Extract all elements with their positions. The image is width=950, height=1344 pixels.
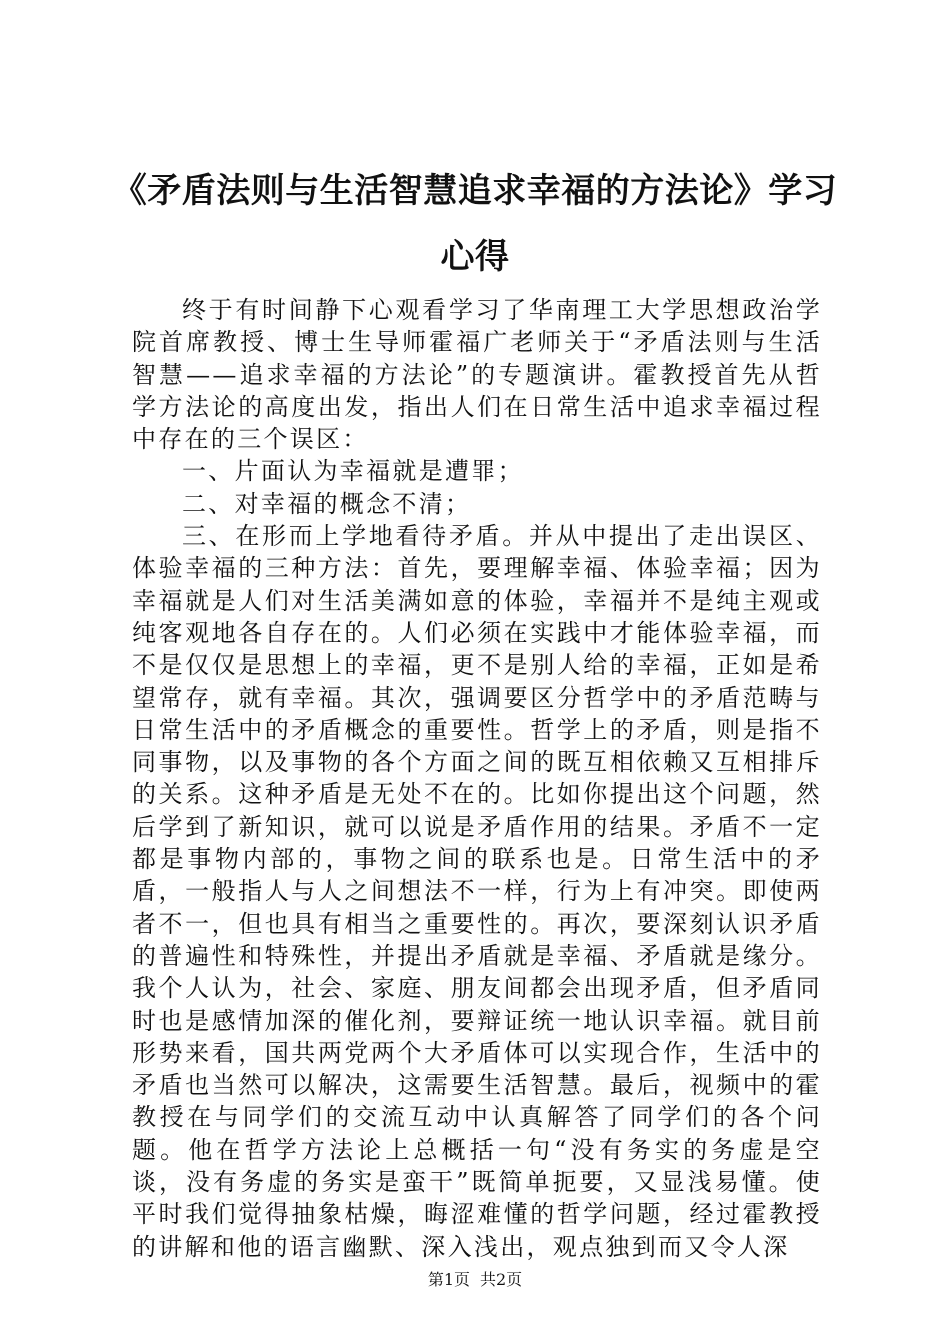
document-title: 《矛盾法则与生活智慧追求幸福的方法论》学习心得 — [112, 171, 838, 277]
page-footer — [0, 1270, 950, 1290]
document-body — [132, 294, 822, 1263]
page-number-total: 共2页 — [480, 1270, 523, 1289]
paragraph-intro: 终于有时间静下心观看学习了华南理工大学思想政治学院首席教授、博士生导师霍福广老师关于“矛盾法则与生活智慧——追求幸福的方法论”的专题演讲。霍教授首先从哲学方法论的高度出发，指出人们在日常生活中追求幸福过程中存在的三个误区： — [132, 296, 822, 454]
paragraph-item-2: 二、对幸福的概念不清； — [182, 489, 472, 518]
paragraph-item-3: 三、在形而上学地看待矛盾。并从中提出了走出误区、体验幸福的三种方法：首先，要理解幸福、体验幸福；因为幸福就是人们对生活美满如意的体验，幸福并不是纯主观或纯客观地各自存在的。人们必须在实践中才能体验幸福，而不是仅仅是思想上的幸福，更不是别人给的幸福，正如是希望常存，就有幸福。其次，强调要区分哲学中的矛盾范畴与日常生活中的矛盾概念的重要性。哲学上的矛盾，则是指不同事物，以及事物的各个方面之间的既互相依赖又互相排斥的关系。这种矛盾是无处不在的。比如你提出这个问题，然后学到了新知识，就可以说是矛盾作用的结果。矛盾不一定都是事物内部的，事物之间的联系也是。日常生活中的矛盾，一般指人与人之间想法不一样，行为上有冲突。即使两者不一，但也具有相当之重要性的。再次，要深刻认识矛盾的普遍性和特殊性，并提出矛盾就是幸福、矛盾就是缘分。我个人认为，社会、家庭、朋友间都会出现矛盾，但矛盾同时也是感情加深的催化剂，要辩证统一地认识幸福。就目前形势来看，国共两党两个大矛盾体可以实现合作，生活中的矛盾也当然可以解决，这需要生活智慧。最后，视频中的霍教授在与同学们的交流互动中认真解答了同学们的各个问题。他在哲学方法论上总概括一句“没有务实的务虚是空谈，没有务虚的务实是蛮干”既简单扼要，又显浅易懂。使平时我们觉得抽象枯燥，晦涩难懂的哲学问题，经过霍教授的讲解和他的语言幽默、深入浅出，观点独到而又令人深 — [132, 522, 822, 1261]
page-number-current: 第1页 — [427, 1270, 470, 1289]
paragraph-item-1: 一、片面认为幸福就是遭罪； — [182, 457, 524, 486]
